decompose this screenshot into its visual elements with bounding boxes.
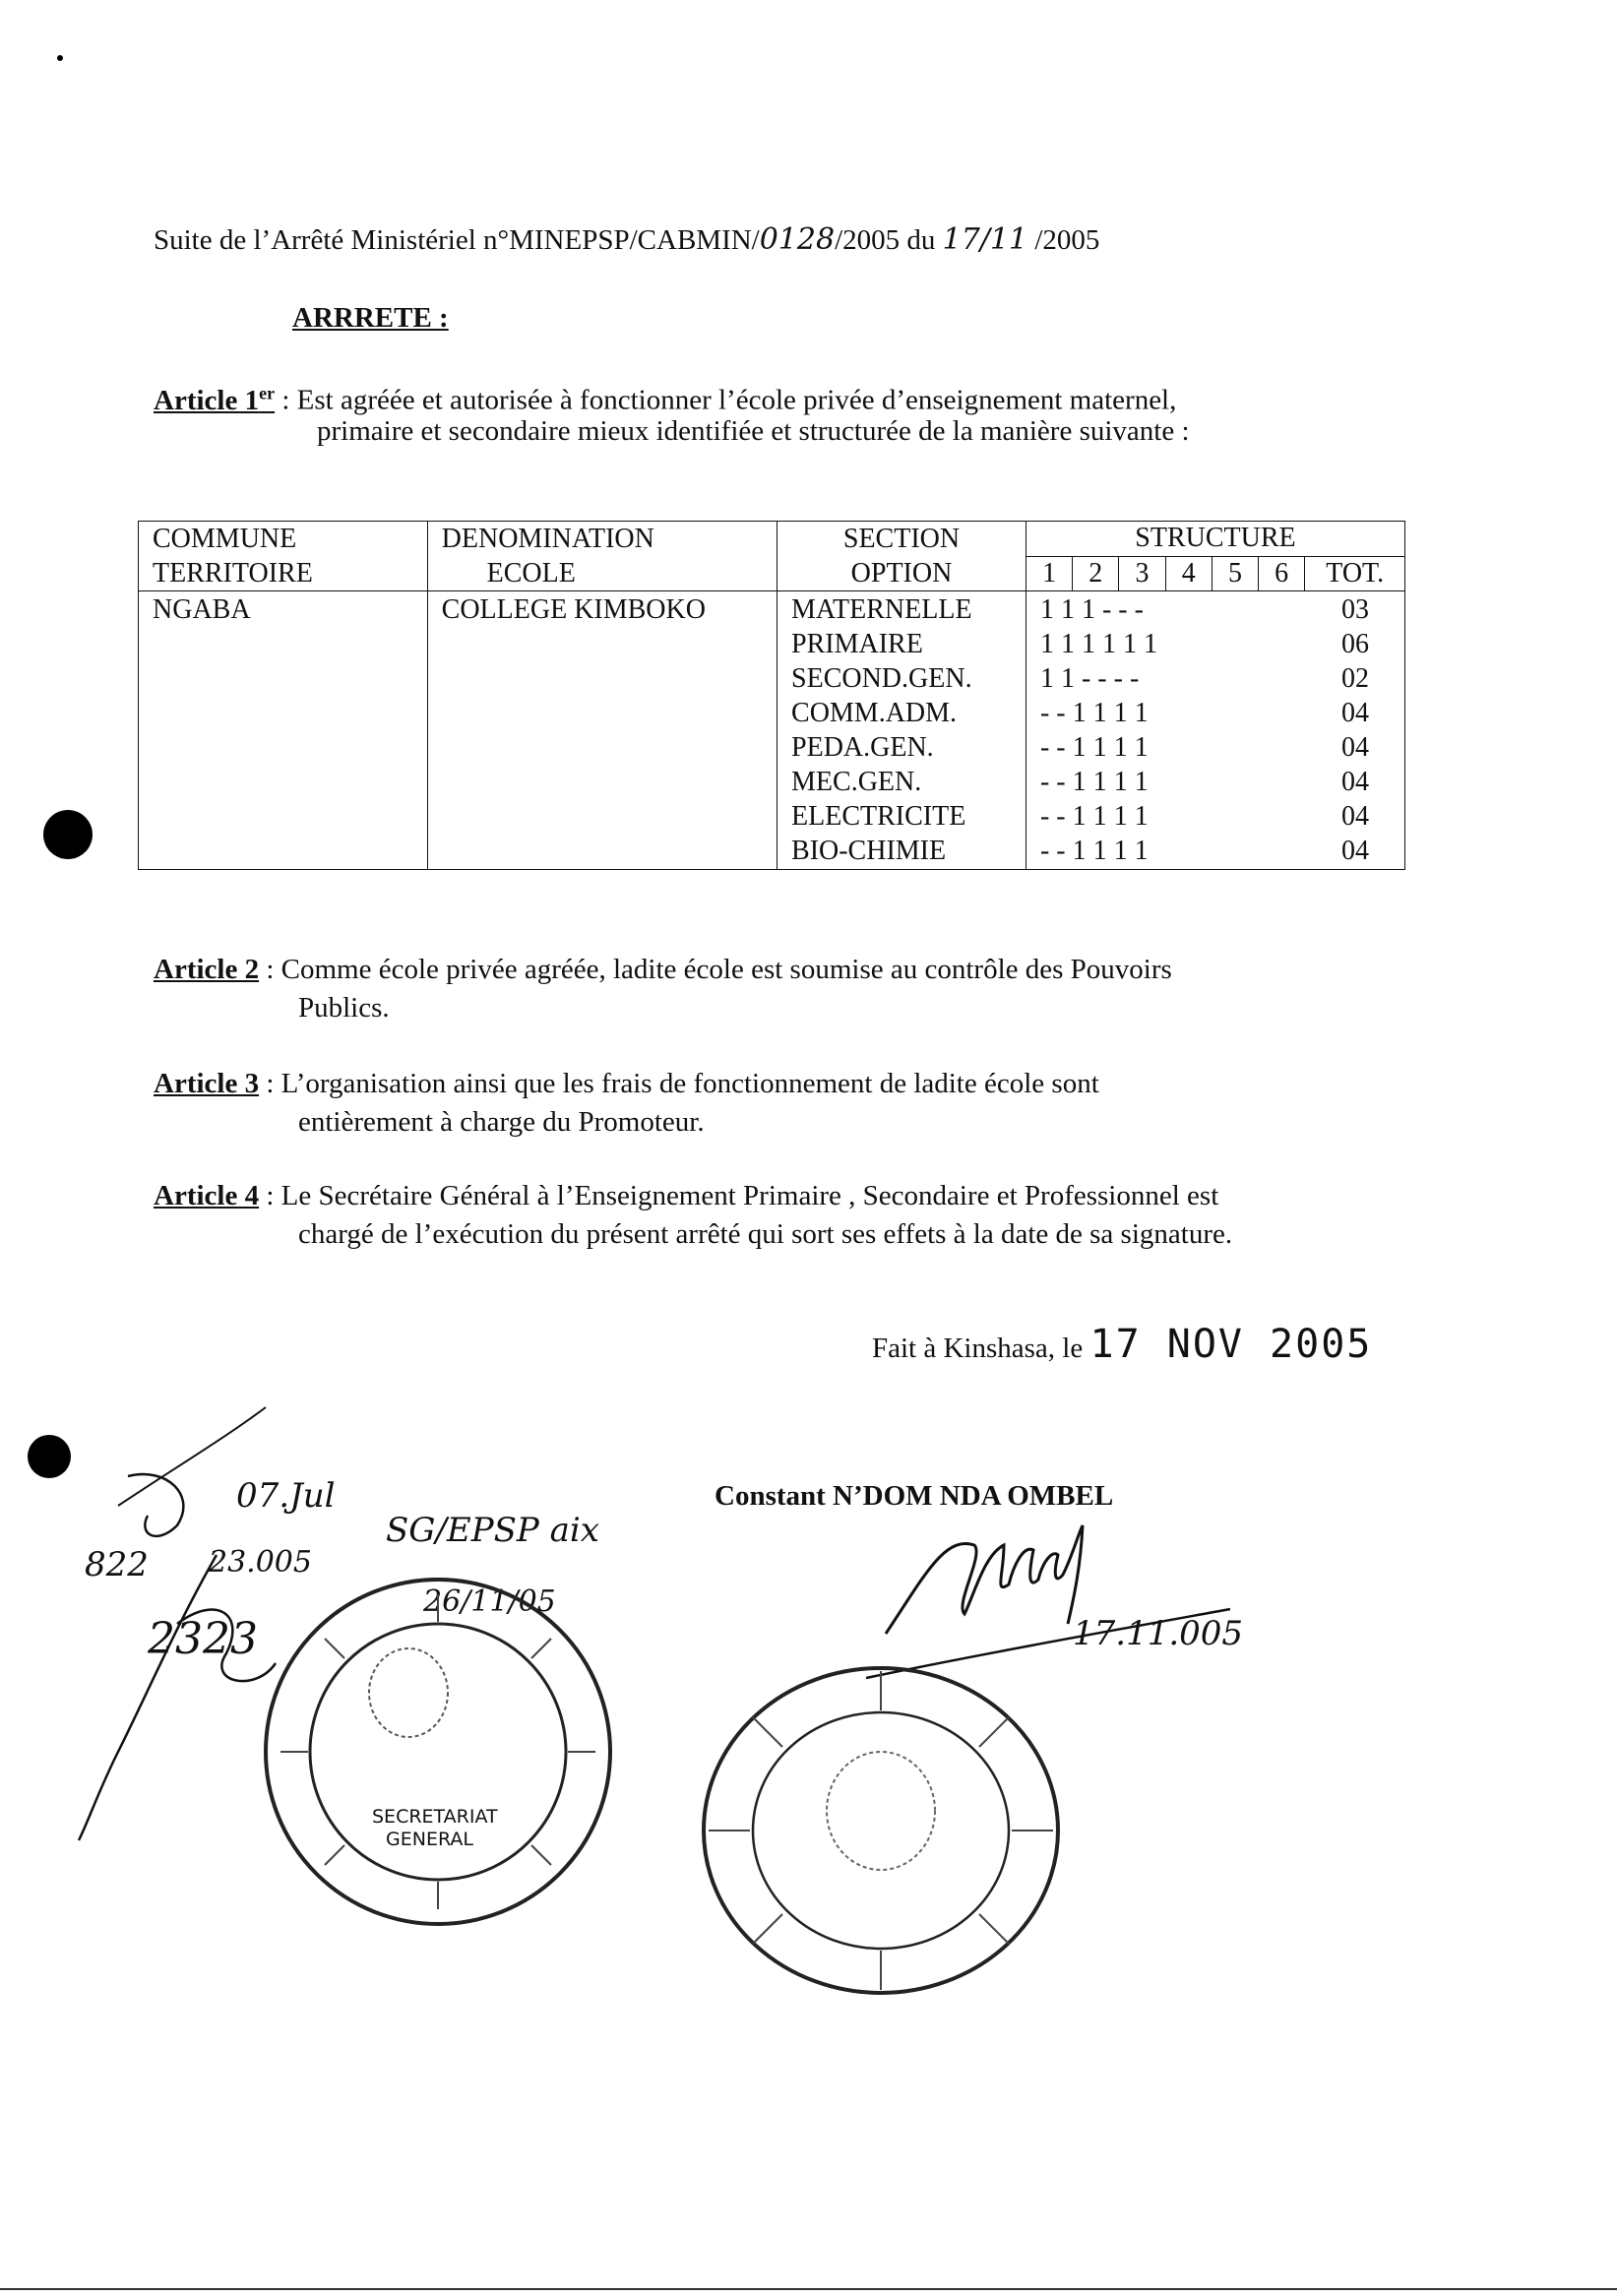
signatory-name: Constant N’DOM NDA OMBEL [715,1480,1114,1512]
place-date-prefix: Fait à Kinshasa, le [872,1333,1090,1364]
handwritten-decree-date: 17/11 [942,222,1028,257]
handwritten-number: 822 [85,1545,149,1584]
section-label: COMM.ADM. [791,698,958,728]
scan-bottom-edge [0,2288,1617,2290]
header-year-5: 5 [1212,556,1258,591]
structure-line: - - 1 1 1 1 04 [1039,732,1369,763]
article-2 [154,952,1172,987]
handwritten-date: 23.005 [209,1545,312,1580]
signature-date: 17.11.005 [1073,1614,1244,1653]
header-year-4: 4 [1165,556,1212,591]
article-1-label: Article 1er [154,383,276,416]
section-label: MEC.GEN. [791,767,922,797]
header-year-3: 3 [1119,556,1165,591]
article-1-line2: primaire et secondaire mieux identifiée et structurée de la manière suivante : [317,415,1190,447]
header-year-2: 2 [1073,556,1119,591]
section-label: MATERNELLE [791,594,972,625]
header-year-6: 6 [1259,556,1305,591]
article-4-label: Article 4 [154,1180,260,1211]
structure-line: - - 1 1 1 1 04 [1039,801,1369,832]
section-label: PRIMAIRE [791,629,923,659]
header-middle: /2005 du [835,224,943,256]
header-denomination: DENOMINATION ECOLE [427,522,777,591]
header-year-1: 1 [1026,556,1072,591]
article-4-line1: : Le Secrétaire Général à l’Enseignement Primaire , Secondaire et Professionnel est [259,1180,1219,1211]
header-section: SECTION OPTION [777,522,1026,591]
punch-hole [43,810,93,859]
table-body-row [139,591,1405,870]
section-label: ELECTRICITE [791,801,966,832]
header-structure: STRUCTURE [1026,522,1404,557]
section-label: BIO-CHIMIE [791,836,947,866]
decree-header [154,222,1099,258]
handwritten-sg-date: 26/11/05 [423,1584,556,1619]
article-2-line2: Publics. [298,992,390,1024]
handwritten-annotation: 07.Jul [236,1476,336,1516]
scan-dot [57,55,63,61]
article-4 [154,1178,1218,1213]
article-1-line1: : Est agréée et autorisée à fonctionner l’école privée d’enseignement maternel, [275,384,1177,416]
header-suffix: /2005 [1027,224,1100,256]
structure-line: - - 1 1 1 1 04 [1039,698,1369,728]
cell-structure [1026,591,1404,870]
structure-line: - - 1 1 1 1 04 [1039,836,1369,866]
handwritten-ref: 2323 [148,1614,258,1664]
structure-line: 1 1 1 1 1 1 06 [1039,629,1369,659]
stamp-center-line2: GENERAL [386,1829,473,1850]
structure-line: 1 1 1 - - - 03 [1039,594,1369,625]
cell-sections [777,591,1026,870]
article-3-line1: : L’organisation ainsi que les frais de fonctionnement de ladite école sont [259,1068,1099,1099]
stamped-date: 17 NOV 2005 [1089,1322,1373,1367]
article-4-line2: chargé de l’exécution du présent arrêté qui sort ses effets à la date de sa signature. [298,1218,1233,1250]
cell-ecole: COLLEGE KIMBOKO [427,591,777,870]
header-prefix: Suite de l’Arrêté Ministériel n°MINEPSP/CABMIN/ [154,224,760,256]
arrete-title: ARRRETE : [292,302,449,334]
structure-line: - - 1 1 1 1 04 [1039,767,1369,797]
article-3 [154,1066,1099,1101]
school-structure-table [138,521,1405,870]
structure-line: 1 1 - - - - 02 [1039,663,1369,694]
handwritten-signature [866,1516,1240,1683]
table-header-row [139,522,1405,557]
article-1 [154,375,1176,418]
header-commune: COMMUNE TERRITOIRE [139,522,428,591]
secretariat-stamp [261,1575,615,1929]
article-3-label: Article 3 [154,1068,260,1099]
section-label: SECOND.GEN. [791,663,972,694]
header-total: TOT. [1305,556,1405,591]
section-label: PEDA.GEN. [791,732,934,763]
article-2-label: Article 2 [154,954,260,985]
article-2-line1: : Comme école privée agréée, ladite école est soumise au contrôle des Pouvoirs [259,954,1172,985]
article-3-line2: entièrement à charge du Promoteur. [298,1106,705,1138]
handwritten-decree-number: 0128 [759,222,836,257]
place-date-line [872,1322,1373,1367]
stamp-center-line1: SECRETARIAT [372,1806,498,1828]
handwritten-sg-note: SG/EPSP aix [386,1511,599,1550]
cell-commune: NGABA [139,591,428,870]
ministry-stamp [699,1663,1063,1998]
